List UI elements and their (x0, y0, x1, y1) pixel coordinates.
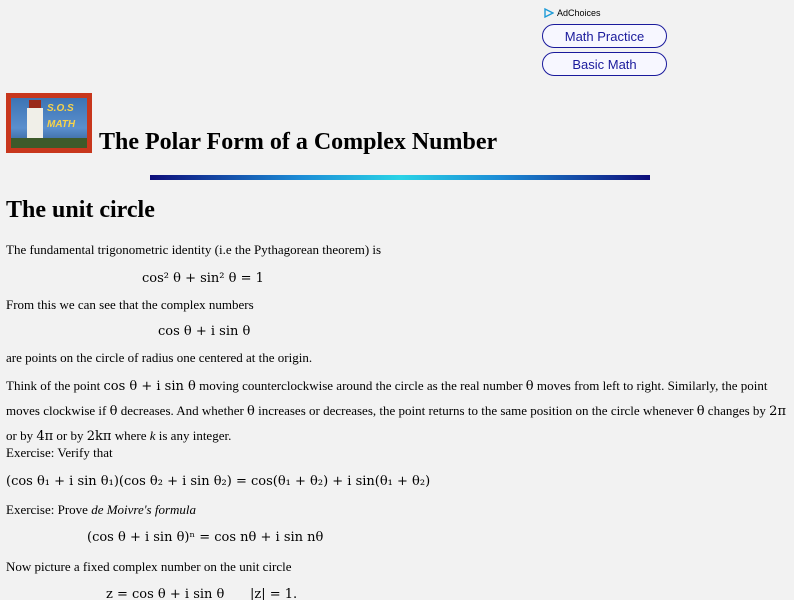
inline-cos-i-sin: cos θ + i sin θ (103, 379, 196, 394)
rotation-text-5: increases or decreases, the point returns to the same position on the circle whenever (254, 403, 697, 418)
ad-button-math-practice[interactable]: Math Practice (542, 24, 667, 48)
equation-product-formula: (cos θ₁ + i sin θ₁)(cos θ₂ + i sin θ₂) = cos(θ₁ + θ₂) + i sin(θ₁ + θ₂) (6, 474, 431, 489)
rotation-text-7: or by (6, 428, 37, 443)
paragraph-exercise-verify: Exercise: Verify that (6, 445, 113, 460)
rotation-text-3: moves from left to right. Similarly, the point moves clockwise if (6, 378, 768, 418)
page-title: The Polar Form of a Complex Number (99, 129, 498, 155)
title-divider (150, 175, 650, 180)
logo-text-math: MATH (47, 119, 76, 130)
de-moivre-label: de Moivre's formula (91, 502, 197, 517)
ad-button-basic-math[interactable]: Basic Math (542, 52, 667, 76)
inline-two-pi: 2π (769, 404, 786, 419)
inline-theta-2: θ (109, 404, 118, 419)
rotation-text-1: Think of the point (6, 378, 104, 393)
ad-area (542, 6, 668, 76)
adchoices-icon (544, 8, 554, 18)
rotation-text-10: is any integer. (155, 428, 232, 443)
inline-theta-1: θ (525, 379, 534, 394)
paragraph-complex-intro: From this we can see that the complex numbers (6, 297, 254, 312)
inline-four-pi: 4π (36, 429, 54, 444)
rotation-text-8: or by (53, 428, 87, 443)
paragraph-rotation (6, 374, 792, 449)
lighthouse-ground (11, 138, 87, 148)
rotation-text-9: where (111, 428, 150, 443)
equation-z-modulus: |z| = 1. (250, 587, 298, 600)
prove-text: Exercise: Prove (6, 502, 92, 517)
inline-two-k-pi: 2kπ (86, 429, 112, 444)
equation-z-definition: z = cos θ + i sin θ (106, 587, 225, 600)
section-heading: The unit circle (6, 197, 155, 223)
paragraph-identity-intro: The fundamental trigonometric identity (i.e the Pythagorean theorem) is (6, 242, 382, 257)
paragraph-circle-note: are points on the circle of radius one centered at the origin. (6, 350, 313, 365)
equation-trig-identity: cos² θ + sin² θ = 1 (142, 271, 264, 286)
inline-theta-4: θ (696, 404, 705, 419)
paragraph-exercise-prove (6, 502, 196, 518)
adchoices-link[interactable] (544, 6, 668, 20)
rotation-text-2: moving counterclockwise around the circle as the real number (195, 378, 526, 393)
lighthouse-tower (27, 108, 43, 138)
rotation-text-6: changes by (704, 403, 770, 418)
site-logo[interactable] (6, 93, 92, 153)
adchoices-label: AdChoices (557, 8, 601, 18)
rotation-text-4: decreases. And whether (117, 403, 248, 418)
equation-de-moivre: (cos θ + i sin θ)ⁿ = cos nθ + i sin nθ (87, 530, 324, 545)
inline-theta-3: θ (247, 404, 255, 419)
equation-complex-number: cos θ + i sin θ (158, 324, 251, 339)
paragraph-fixed-number: Now picture a fixed complex number on the unit circle (6, 559, 292, 574)
lighthouse-logo-image (11, 98, 87, 148)
rotation-variable-k: k (149, 428, 156, 443)
logo-text-sos: S.O.S (47, 103, 74, 114)
